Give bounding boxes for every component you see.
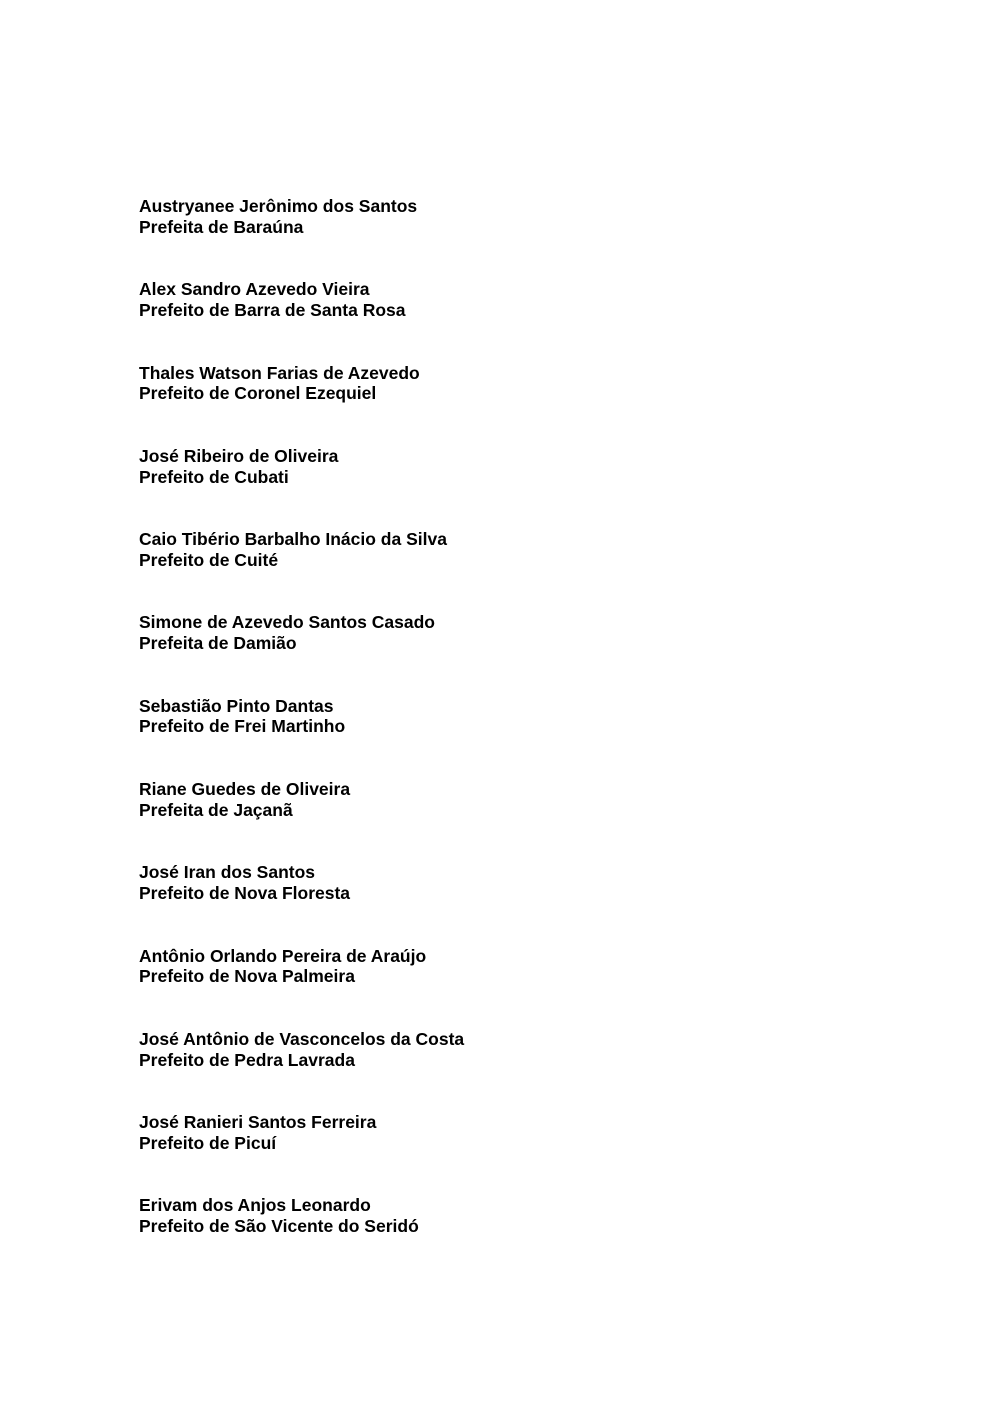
signatory-name: José Iran dos Santos <box>139 862 316 883</box>
signatory-role: Prefeito de Pedra Lavrada <box>139 1049 355 1070</box>
signatory-block <box>139 946 464 988</box>
signatory-role: Prefeito de Cuité <box>139 549 279 570</box>
signatory-role: Prefeito de Nova Palmeira <box>139 966 355 987</box>
signatory-block <box>139 779 464 821</box>
signatory-name: Alex Sandro Azevedo Vieira <box>139 279 370 300</box>
signatory-block <box>139 1195 464 1237</box>
signatory-name: Riane Guedes de Oliveira <box>139 778 351 799</box>
signatory-role: Prefeita de Damião <box>139 633 297 654</box>
signatory-block <box>139 1112 464 1154</box>
signatory-name: Simone de Azevedo Santos Casado <box>139 612 435 633</box>
signatory-role: Prefeito de Nova Floresta <box>139 883 351 904</box>
signatory-block <box>139 196 464 238</box>
signatory-role: Prefeito de Cubati <box>139 466 289 487</box>
signatory-name: Antônio Orlando Pereira de Araújo <box>139 945 427 966</box>
signatory-block <box>139 696 464 738</box>
signatory-block <box>139 363 464 405</box>
signatory-role: Prefeita de Baraúna <box>139 216 304 237</box>
signatory-name: Thales Watson Farias de Azevedo <box>139 362 420 383</box>
signatory-block <box>139 612 464 654</box>
signatory-role: Prefeito de Coronel Ezequiel <box>139 383 377 404</box>
signatory-name: Caio Tibério Barbalho Inácio da Silva <box>139 529 447 550</box>
signatory-name: Erivam dos Anjos Leonardo <box>139 1195 371 1216</box>
signatory-role: Prefeito de Barra de Santa Rosa <box>139 300 406 321</box>
signatory-name: José Antônio de Vasconcelos da Costa <box>139 1028 465 1049</box>
signatory-role: Prefeita de Jaçanã <box>139 799 293 820</box>
signatory-name: José Ribeiro de Oliveira <box>139 445 339 466</box>
signatory-name: Austryanee Jerônimo dos Santos <box>139 196 418 216</box>
signatory-role: Prefeito de Frei Martinho <box>139 716 346 737</box>
signatory-name: José Ranieri Santos Ferreira <box>139 1112 377 1133</box>
signatory-name: Sebastião Pinto Dantas <box>139 695 334 716</box>
signatory-list <box>139 196 464 1279</box>
signatory-block <box>139 446 464 488</box>
signatory-role: Prefeito de Picuí <box>139 1132 277 1153</box>
signatory-block <box>139 529 464 571</box>
signatory-block <box>139 862 464 904</box>
signatory-block <box>139 1029 464 1071</box>
signatory-role: Prefeito de São Vicente do Seridó <box>139 1216 419 1237</box>
signatory-block <box>139 279 464 321</box>
